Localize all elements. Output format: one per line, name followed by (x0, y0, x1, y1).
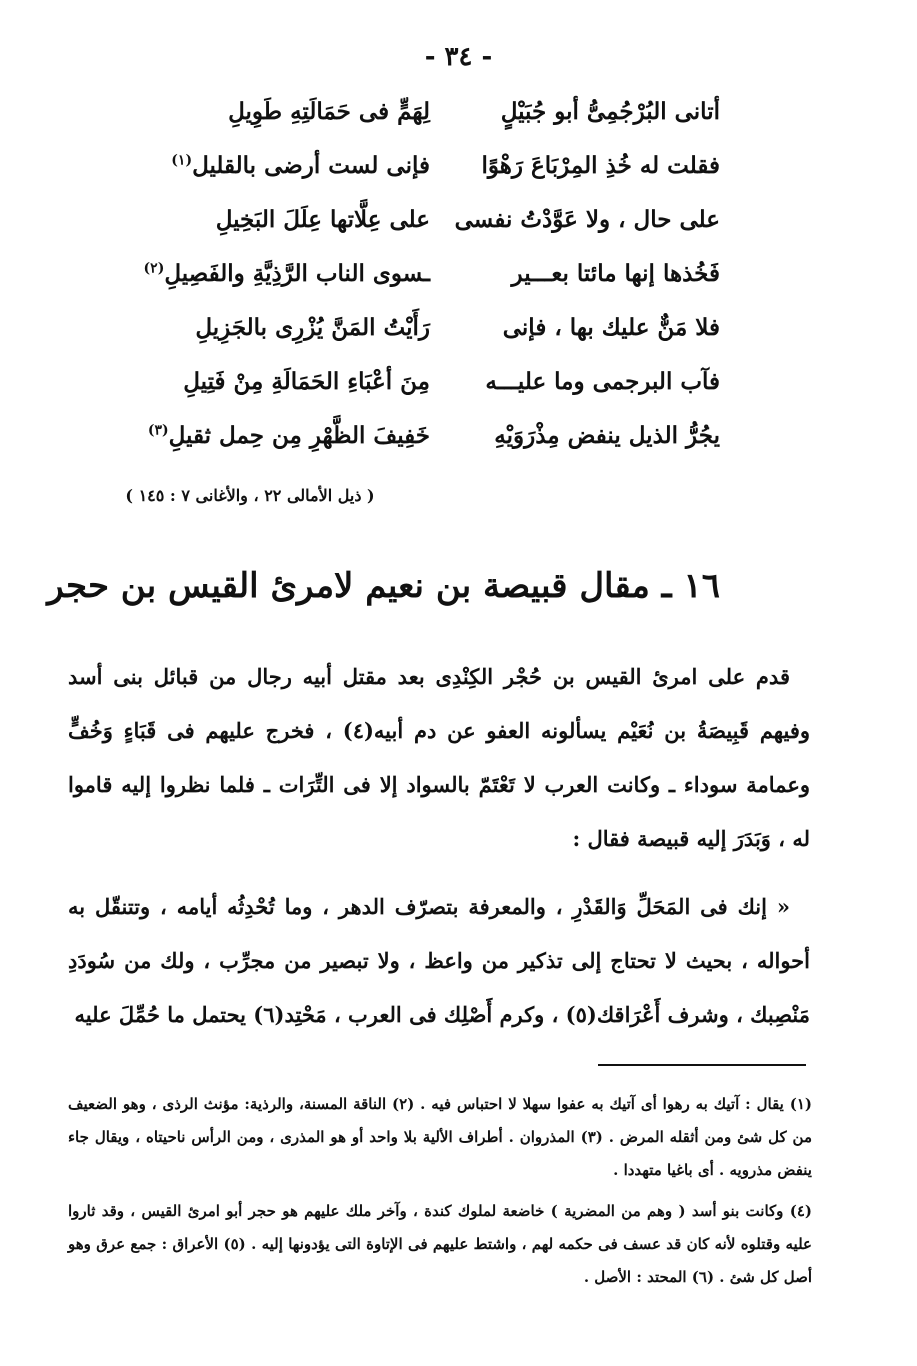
poem-verse (147, 422, 720, 476)
verse-second-text: مِنَ أعْبَاءِ الحَمَالَةِ مِنْ فَتِيلِ (183, 368, 430, 395)
verse-first-hemistich: يجُرُّ الذيل ينفض مِذْرَوَيْهِ (494, 422, 720, 449)
body-text (68, 650, 810, 1042)
verse-first-hemistich: أتانى البُرْجُمِىُّ أبو جُبَيْلٍ (500, 98, 720, 125)
verse-second-hemistich (160, 152, 430, 179)
verse-second-hemistich (160, 206, 430, 233)
verse-first-hemistich: فآب البرجمى وما عليـــه (485, 368, 720, 395)
footnote-marker: (٢) (143, 260, 165, 277)
verse-second-hemistich (143, 260, 430, 287)
poem-verse (160, 314, 720, 368)
poem-citation: ( ذيل الأمالى ٢٢ ، والأغانى ٧ : ١٤٥ ) (125, 486, 375, 505)
body-paragraph: « إنك فى المَحَلِّ وَالقَدْرِ ، والمعرفة بتصرّف الدهر ، وما تُحْدِثُه أيامه ، وتتنقّل به أحواله ، بحيث لا تحتاج إلى تذكير من واعظ ، ولا تبصير من مجرِّب ، ولك من سُودَدِ مَنْصِبك ، وشرف أَعْرَاقك(٥) ، وكرم أَصْلِك فى العرب ، مَحْتِد(٦) يحتمل ما حُمِّلَ عليه (68, 894, 810, 1027)
verse-second-text: ـسوى الناب الرَّذِيَّةِ والفَصِيلِ (164, 260, 430, 287)
verse-second-text: فإنى لست أرضى بالقليل (192, 152, 430, 179)
verse-second-hemistich (160, 314, 430, 341)
footnote-marker: (١) (171, 152, 193, 169)
verse-second-text: على عِلَّاتها عِلَلَ البَخِيلِ (215, 206, 430, 233)
verse-second-text: لِهَمٍّ فى حَمَالَتِهِ طَوِيلِ (228, 98, 430, 125)
verse-second-hemistich (160, 98, 430, 125)
poem-verse (160, 98, 720, 152)
poem-verse (160, 152, 720, 206)
section-heading: ١٦ ـ مقال قبيصة بن نعيم لامرئ القيس بن حجر (47, 566, 720, 606)
footnote-paragraph: (٤) وكانت بنو أسد ( وهم من المضرية ) خاضعة لملوك كندة ، وآخر ملك عليهم هو حجر أبو امرئ القيس ، وقد ثاروا عليه وقتلوه لأنه كان قد عسف فى حكمه لهم ، واشتط عليهم فى الإتاوة التى يؤدونها إليه . (٥) الأعراق : جمع عرق وهو أصل كل شئ . (٦) المحتد : الأصل . (68, 1202, 813, 1286)
verse-second-hemistich (147, 422, 430, 449)
poem-verse (160, 368, 720, 422)
page-number: - ٣٤ - (424, 42, 493, 72)
footnote-marker: (٣) (147, 422, 169, 439)
verse-first-hemistich: فلا مَنٌّ عليك بها ، فإنى (502, 314, 720, 341)
verse-first-hemistich: فقلت له خُذِ المِرْبَاعَ رَهْوًا (481, 152, 720, 179)
poem-verse (143, 260, 720, 314)
body-paragraph: قدم على امرئ القيس بن حُجْر الكِنْدِى بعد مقتل أبيه رجال من قبائل بنى أسد وفيهم قَبِيصَةُ بن نُعَيْم يسألونه العفو عن دم أبيه(٤) ، فخرج عليهم فى قَبَاءٍ وَخُفٍّ وعمامة سوداء ـ وكانت العرب لا تَعْتَمّ بالسواد إلا فى التِّرَات ـ فلما نظروا إليه قاموا له ، وَبَدَرَ إليه قبيصة فقال : (68, 664, 810, 851)
footnote-separator (598, 1064, 806, 1066)
verse-first-hemistich: فَخُذها إنها مائتا بعـــير (511, 260, 720, 287)
footnotes (68, 1088, 812, 1294)
poem-verse (160, 206, 720, 260)
verse-second-hemistich (160, 368, 430, 395)
verse-second-text: رَأَيْتُ المَنَّ يُزْرِى بالجَزِيلِ (195, 314, 430, 341)
poem (143, 98, 720, 476)
verse-first-hemistich: على حال ، ولا عَوَّدْتُ نفسى (454, 206, 720, 233)
footnote-paragraph: (١) يقال : آتيك به رهوا أى آتيك به عفوا سهلا لا احتباس فيه . (٢) الناقة المسنة، والرذية: مؤنث الرذى ، وهو الضعيف من كل شئ ومن أثقله المرض . (٣) المذروان . أطراف الألية بلا واحد أو هو المذرى ، ومن الرأس ناحيتاه ، ويقال جاء ينفض مذرويه . أى باغيا متهددا . (68, 1095, 812, 1179)
verse-second-text: خَفِيفَ الظَّهْرِ مِن حِمل ثقيلِ (168, 422, 430, 449)
